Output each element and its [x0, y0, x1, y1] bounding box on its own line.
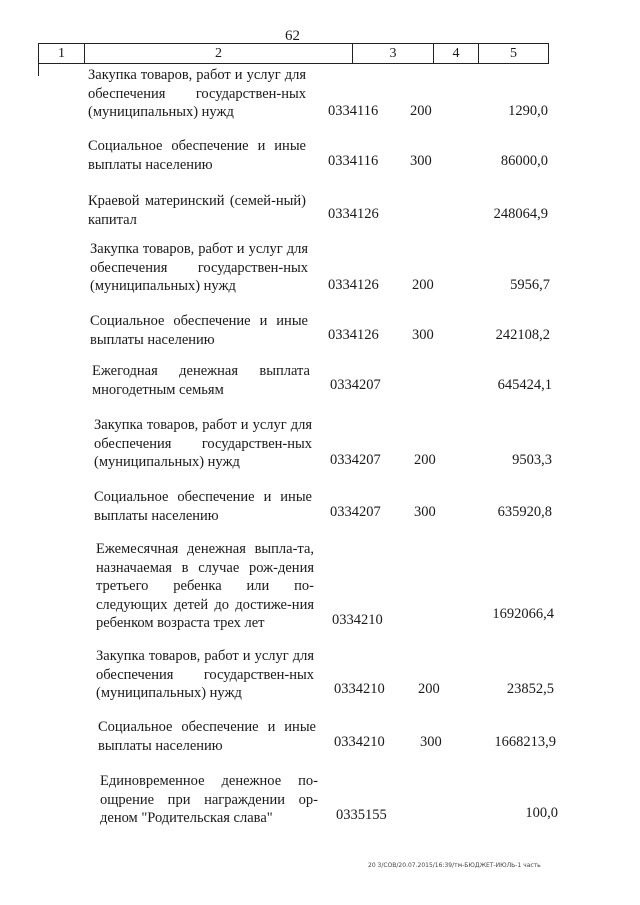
row-name: Социальное обеспечение и иные выплаты населению [88, 138, 306, 173]
row-code: 0334116 [328, 103, 379, 119]
row-amount: 100,0 [525, 805, 558, 821]
row-name: Закупка товаров, работ и услуг для обеспечения государствен-ных (муниципальных) нужд [88, 67, 306, 120]
row-group: 300 [420, 734, 442, 750]
row-amount: 9503,3 [512, 452, 552, 468]
row-amount: 5956,7 [510, 277, 550, 293]
row-amount: 248064,9 [493, 206, 548, 222]
header-col-2: 2 [85, 44, 353, 63]
row-amount: 1290,0 [508, 103, 548, 119]
row-code: 0334210 [334, 734, 385, 750]
row-code: 0335155 [336, 807, 387, 823]
row-code: 0334126 [328, 327, 379, 343]
row-code: 0334207 [330, 504, 381, 520]
row-name: Закупка товаров, работ и услуг для обеспечения государствен-ных (муниципальных) нужд [96, 648, 314, 701]
row-code: 0334126 [328, 206, 379, 222]
row-amount: 23852,5 [506, 681, 554, 697]
row-name: Социальное обеспечение и иные выплаты населению [90, 313, 308, 348]
row-group: 300 [410, 153, 432, 169]
row-group: 200 [410, 103, 432, 119]
row-name: Закупка товаров, работ и услуг для обеспечения государствен-ных (муниципальных) нужд [90, 241, 308, 294]
row-code: 0334210 [334, 681, 385, 697]
row-name: Единовременное денежное по-ощрение при награждении ор-деном "Родительская слава" [100, 773, 318, 826]
row-amount: 1668213,9 [494, 734, 556, 750]
row-code: 0334207 [330, 377, 381, 393]
row-code: 0334116 [328, 153, 379, 169]
row-name: Ежемесячная денежная выпла-та, назначаемая в случае рож-дения третьего ребенка или по-следующих детей до достиже-ния ребенком возраста трех лет [96, 541, 314, 631]
row-name: Краевой материнский (семей-ный) капитал [88, 193, 306, 228]
row-group: 300 [412, 327, 434, 343]
row-code: 0334207 [330, 452, 381, 468]
table-header [38, 43, 549, 64]
page-number: 62 [285, 28, 300, 44]
row-code: 0334126 [328, 277, 379, 293]
row-amount: 86000,0 [500, 153, 548, 169]
row-group: 200 [412, 277, 434, 293]
header-col-5: 5 [510, 46, 517, 61]
row-group: 300 [414, 504, 436, 520]
row-name: Социальное обеспечение и иные выплаты населению [94, 489, 312, 524]
row-amount: 1692066,4 [492, 606, 554, 622]
row-amount: 645424,1 [497, 377, 552, 393]
row-name: Ежегодная денежная выплата многодетным семьям [92, 363, 310, 398]
row-amount: 635920,8 [497, 504, 552, 520]
row-name: Социальное обеспечение и иные выплаты населению [98, 719, 316, 754]
header-col-4: 4 [434, 44, 479, 63]
document-footer: 20 3/СОВ/20.07.2015/16:39/тм-БЮДЖЕТ-ИЮЛЬ-1 часть [368, 862, 541, 869]
header-col-3: 3 [353, 44, 434, 63]
row-amount: 242108,2 [495, 327, 550, 343]
row-group: 200 [418, 681, 440, 697]
row-code: 0334210 [332, 612, 383, 628]
row-name: Закупка товаров, работ и услуг для обеспечения государствен-ных (муниципальных) нужд [94, 417, 312, 470]
header-col-1: 1 [39, 44, 85, 63]
table-left-border [38, 64, 39, 76]
row-group: 200 [414, 452, 436, 468]
